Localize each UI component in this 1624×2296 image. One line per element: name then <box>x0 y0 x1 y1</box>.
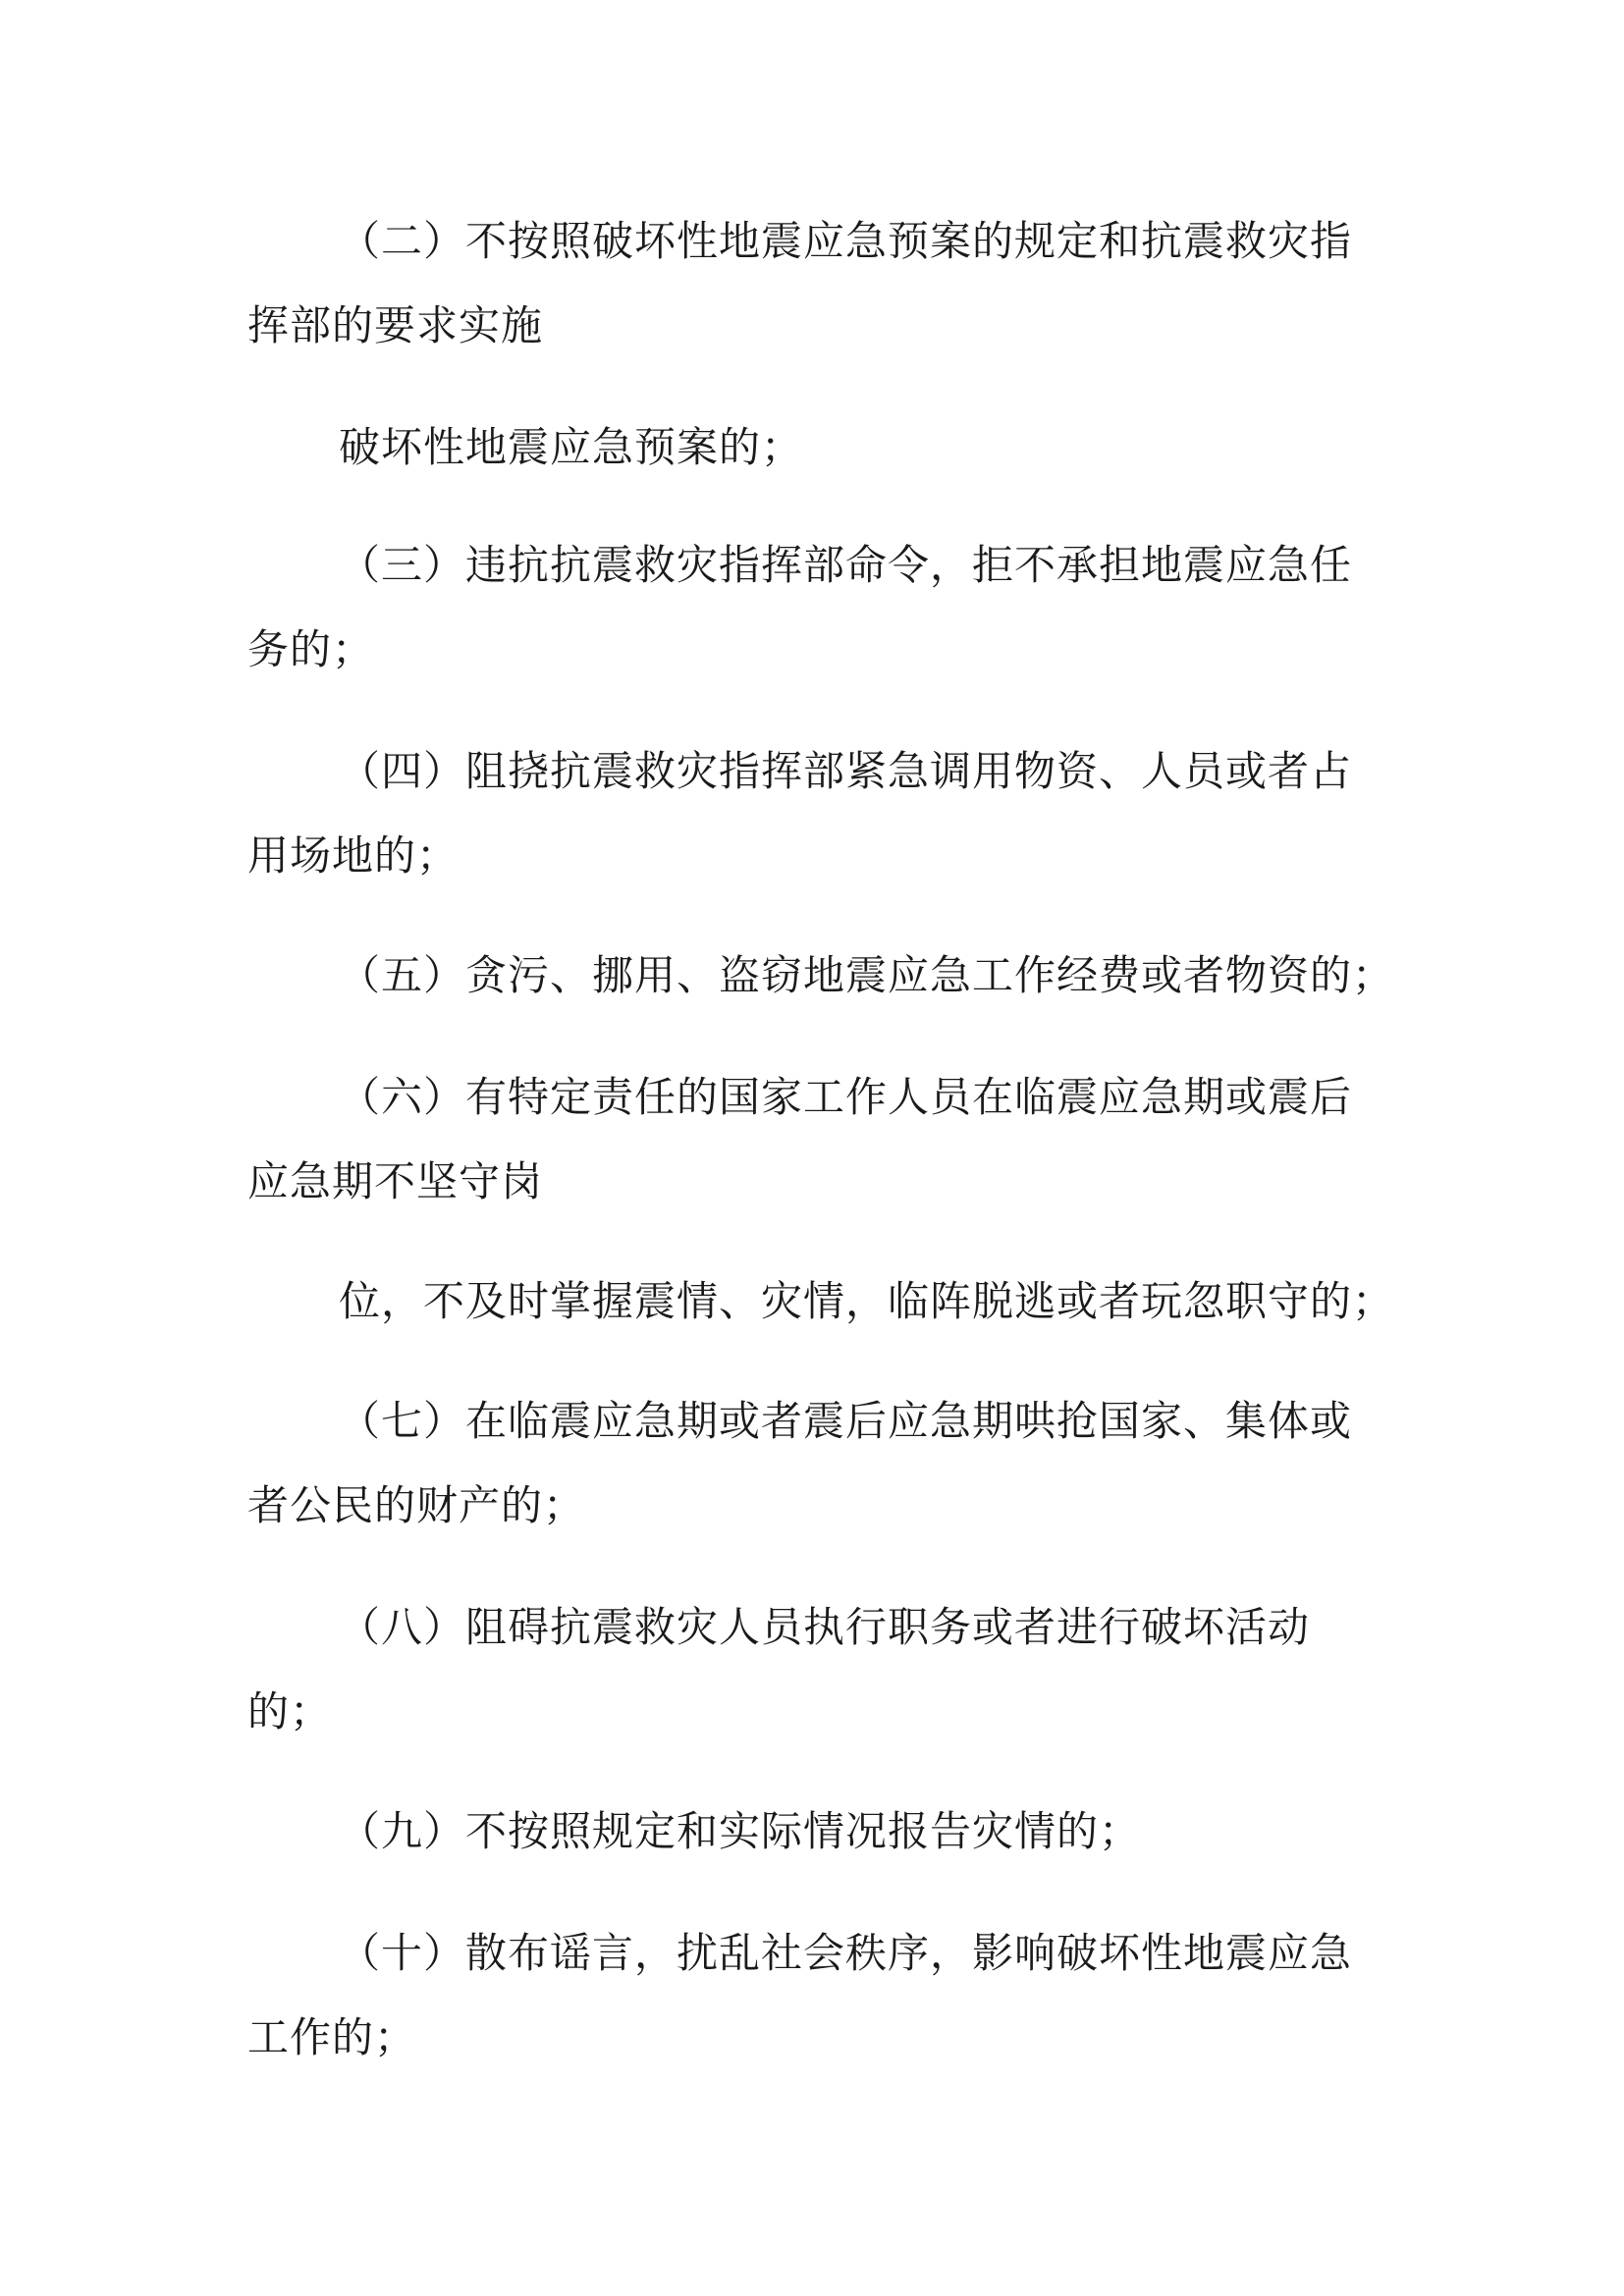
paragraph-item-3-line-2: 务的； <box>247 625 375 673</box>
paragraph-item-8-line-1: （八）阻碍抗震救灾人员执行职务或者进行破坏活动 <box>339 1603 1311 1651</box>
paragraph-item-7-line-1: （七）在临震应急期或者震后应急期哄抢国家、集体或 <box>339 1397 1353 1445</box>
paragraph-item-10-line-1: （十）散布谣言，扰乱社会秩序，影响破坏性地震应急 <box>339 1929 1353 1977</box>
paragraph-item-2-line-2: 挥部的要求实施 <box>247 301 544 349</box>
paragraph-item-4-line-2: 用场地的； <box>247 831 460 880</box>
paragraph-item-6-line-1: （六）有特定责任的国家工作人员在临震应急期或震后 <box>339 1073 1353 1121</box>
paragraph-item-4-line-1: （四）阻挠抗震救灾指挥部紧急调用物资、人员或者占 <box>339 747 1353 795</box>
paragraph-item-2-line-1: （二）不按照破坏性地震应急预案的规定和抗震救灾指 <box>339 217 1353 265</box>
paragraph-item-8-line-2: 的； <box>247 1687 333 1735</box>
paragraph-item-2-continuation: 破坏性地震应急预案的； <box>339 423 804 471</box>
paragraph-item-10-line-2: 工作的； <box>247 2013 417 2061</box>
paragraph-item-9-line-1: （九）不按照规定和实际情况报告灾情的； <box>339 1807 1142 1855</box>
paragraph-item-3-line-1: （三）违抗抗震救灾指挥部命令，拒不承担地震应急任 <box>339 541 1353 589</box>
paragraph-item-6-line-2: 应急期不坚守岗 <box>247 1157 544 1205</box>
paragraph-item-5-line-1: （五）贪污、挪用、盗窃地震应急工作经费或者物资的； <box>339 951 1395 999</box>
paragraph-item-7-line-2: 者公民的财产的； <box>247 1481 586 1529</box>
paragraph-item-6-continuation: 位，不及时掌握震情、灾情，临阵脱逃或者玩忽职守的； <box>339 1277 1395 1325</box>
